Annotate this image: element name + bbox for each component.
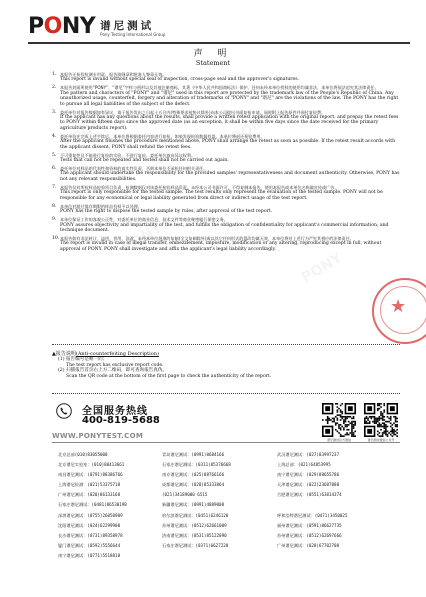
statement-item xyxy=(52,85,400,107)
statement-item xyxy=(52,72,400,83)
anti-line-2-cn: (2) 扫描报告首页右上方二维码，即可查询报告真伪。 xyxy=(58,368,168,374)
statement-text-cn: 委托单位在完成上述手续后，本单位将根据委托内容进行复检。如果发现检验数据有误，本单位将退还检验费用。 xyxy=(60,133,265,139)
anti-line-2-en: Scan the QR code at the bottom of the first page to check the authenticity of the report. xyxy=(66,373,272,379)
office-city: 上海总部： xyxy=(277,462,298,468)
logo-chinese-name: 谱尼测试 xyxy=(100,20,155,32)
statement-text-cn: 本报告仅对所检样品检验项目负责，检测数据仅对该委托检验样品负责。未经本公司书面许可，不得复制本报告，使用本报告或本单位名称做宣传或广告。 xyxy=(60,184,339,190)
office-entry xyxy=(162,461,277,470)
office-directory xyxy=(58,451,410,561)
office-phone: (029)88655786 xyxy=(306,472,340,478)
office-city: 新疆谱尼测试： xyxy=(162,502,192,508)
office-phone: (0371)6627228 xyxy=(195,542,229,548)
office-entry xyxy=(277,501,410,510)
office-phone: (0592)5556644 xyxy=(87,542,121,548)
office-entry xyxy=(277,481,410,490)
statement-item xyxy=(52,236,400,252)
office-phone: (0991)4889008 xyxy=(191,502,225,508)
office-phone: (010)83055000 xyxy=(74,452,108,457)
statement-number: 5. xyxy=(52,152,57,158)
office-entry xyxy=(162,481,277,490)
office-entry xyxy=(162,491,277,500)
page-title-cn: 声 明 xyxy=(193,49,233,59)
office-entry xyxy=(58,522,162,531)
office-entry xyxy=(58,491,162,500)
anti-counterfeiting-section xyxy=(52,351,400,379)
logo-letter-p: P xyxy=(28,14,44,39)
statement-number: 9. xyxy=(52,217,57,223)
qr-code-icon xyxy=(322,403,356,437)
phone-icon xyxy=(56,403,72,419)
logo-wordmark xyxy=(28,16,95,38)
office-city: 深圳谱尼测试： xyxy=(58,512,88,518)
office-city: 石家庄谱尼测试： xyxy=(58,502,92,508)
office-entry xyxy=(162,542,277,551)
office-phone: (0551)63814374 xyxy=(306,492,342,498)
triangle-icon: ▲ xyxy=(52,351,56,357)
office-entry xyxy=(162,501,277,510)
office-city: 苏州谱尼测试： xyxy=(277,532,307,538)
anti-line-1-cn: (1) 报告编号是唯一的； xyxy=(58,357,108,362)
office-phone: (0771)5518818 xyxy=(87,552,121,558)
office-city: 合肥谱尼测试： xyxy=(277,492,307,498)
office-entry xyxy=(277,542,410,551)
statement-number: 10. xyxy=(52,235,60,241)
office-phone: (021)64853995 xyxy=(297,462,331,468)
office-city: 广州谱尼测试： xyxy=(58,492,88,498)
office-phone: (021)53375718 xyxy=(87,482,121,488)
office-entry xyxy=(162,512,277,521)
office-city: 武汉谱尼测试： xyxy=(277,452,307,457)
office-city: 石家庄谱尼测试： xyxy=(162,462,196,468)
office-phone: (0471)3450025 xyxy=(314,512,348,518)
seal-star-icon: ★ xyxy=(390,296,407,317)
hotline-label: 全国服务热线 xyxy=(82,406,148,417)
office-city: 呼和浩特谱尼测试： xyxy=(277,512,315,518)
statement-text-cn: 委托单位对报告数据如有异议，请于报告发出之日起十五日内(特殊要求按协议除外)向本公司提出书面复检申请，同时附上报告原件并预付复检费。 xyxy=(60,109,326,115)
office-entry xyxy=(162,471,277,480)
office-phone: (0591)86627735 xyxy=(306,522,342,528)
office-entry xyxy=(58,451,162,460)
office-entry xyxy=(58,512,162,521)
office-phone: (028)85333864 xyxy=(191,482,225,488)
office-entry xyxy=(58,471,162,480)
statement-item xyxy=(52,153,400,164)
office-city: 北京总部 xyxy=(58,452,75,457)
office-city: 天津谱尼测试： xyxy=(277,482,307,488)
qr-code-wechat xyxy=(322,403,356,442)
office-city: 福州谱尼测试： xyxy=(277,522,307,528)
office-phone: (0731)89358978 xyxy=(87,532,123,538)
statement-text-en: The report is invalid in case of illegal transfer, embezzlement, imposture, modification or any altering, reproducing except in full, without approval of PONY. PONY shall investigate and affix the applicant's legal liability accordingly. xyxy=(60,241,382,252)
page-title-en: Statement xyxy=(195,59,231,67)
logo-letter-o: O xyxy=(43,14,62,39)
office-phone: (0531)85122090 xyxy=(191,532,227,538)
statement-text-en: Tests that can not be repeated and tested shall not be carried out again. xyxy=(60,158,229,164)
office-city: 上海谱尼检测： xyxy=(58,482,88,488)
office-entry xyxy=(58,532,162,541)
statement-number: 6. xyxy=(52,166,57,172)
statement-text-en: The pattern and characters of "PONY" and "谱尼" used in this report are protected by the trademark law of the People's Republic of China. Any unauthorized usage, counterfeit, forgery and alteration of trademarks of "PONY" and "谱尼" are the violations of the law. The PONY has the right to pursue all legal liabilities of the subject of the defect. xyxy=(60,90,399,107)
office-entry xyxy=(277,512,410,521)
official-seal xyxy=(372,278,426,344)
office-city: 广州谱尼测试： xyxy=(277,542,307,548)
statement-text-en: The applicant should undertake the responsibility for the provided samples' representativeness and document authenticity. Otherwise, PONY has not any relevant responsibilities. xyxy=(60,171,400,182)
statement-text-en: After the applicant finishes the procedure mentioned above, PONY shall arrange the retest as soon as possible. If the retest result accords with the applicant dissent, PONY shall refund the retest fees. xyxy=(60,139,396,150)
office-city: 长沙谱尼测试： xyxy=(58,532,88,538)
statement-number: 4. xyxy=(52,133,57,139)
statement-text-cn: 本单位对超过保存期限的样品有权予以处理。 xyxy=(60,203,142,209)
office-entry xyxy=(277,522,410,531)
office-phone: (0311)85376668 xyxy=(195,462,231,468)
office-city: 哈尔滨谱尼测试： xyxy=(162,512,196,518)
qr-caption: 谱尼测试微信公众号 xyxy=(367,438,395,442)
statement-item xyxy=(52,134,400,150)
hotline-divider xyxy=(52,393,400,394)
office-phone: (021)34189000 6515 xyxy=(162,492,208,498)
office-entry xyxy=(277,451,410,460)
statement-text-cn: 不可重复性及不能进行复检的实验，不进行复检。委托单位放弃异议权利。 xyxy=(60,152,196,158)
statement-text-en: PONY has the right to dispose the tested sample by rules, after approval of the test report. xyxy=(60,209,273,215)
pony-logo xyxy=(28,14,165,38)
office-city: 成都谱尼测试： xyxy=(162,482,192,488)
statement-item xyxy=(52,166,400,182)
office-city: 南昌谱尼测试： xyxy=(58,472,88,478)
office-entry xyxy=(162,532,277,541)
watermark xyxy=(299,250,345,286)
statement-number: 1. xyxy=(52,72,57,77)
office-phone: (0991)8684166 xyxy=(191,452,225,457)
anti-head-en: (Anti-counterfeiting Description) xyxy=(75,351,159,357)
office-phone: (027)83997237 xyxy=(306,452,340,457)
office-city: 济南谱尼测试： xyxy=(162,532,192,538)
statement-text-cn: 本单位保证工作的客观公正性，对委托单位的商业信息、技术文件等商业秘密履行保密义务。 xyxy=(60,217,228,223)
statement-text-en: This report is invalid without special seal of inspection, cross-page seal and the approver's signatures. xyxy=(60,77,300,83)
statement-item xyxy=(52,204,400,215)
qr-code-official-account xyxy=(364,403,398,442)
statement-item xyxy=(52,217,400,233)
statement-number: 7. xyxy=(52,184,57,190)
office-phone: (0791)88386766 xyxy=(87,472,123,478)
office-phone: (0512)62661009 xyxy=(191,522,227,528)
office-entry xyxy=(58,552,162,561)
office-entry xyxy=(58,481,162,490)
section-divider xyxy=(52,344,400,345)
office-entry xyxy=(58,501,162,510)
logo-letters-ny: NY xyxy=(61,14,96,39)
qr-code-icon xyxy=(364,403,398,437)
statement-text-en: If the applicant has any questions about the results, shall provide a written retest application with the original report, and prepay the retest fees to PONY within fifteen days since the approved date (as an exception, it shall be within five days since the date received for the primary agriculture products report). xyxy=(60,115,399,131)
office-city: 厦门谱尼测试： xyxy=(58,542,88,548)
statement-text-cn: 本报告如有非法转让、盗用、冒用、涂改、未经本单位批准的复制(全文复制除外)或以其它任何形式的篡改均属无效，本单位将对上述行为严究其相应的法律责任。 xyxy=(60,235,354,241)
office-phone: (025)88766166 xyxy=(191,472,225,478)
office-city: 南宁谱尼测试： xyxy=(277,472,307,478)
office-city: 苏州谱尼测试： xyxy=(162,522,192,528)
office-phone: (010)80413661 xyxy=(91,462,125,468)
statement-text-en: PONY assures objectivity and impartiality of the test, and fulfills the obligation of confidentiality for applicant's commercial information, and technique document. xyxy=(60,222,389,233)
office-city: 石家庄谱尼测试： xyxy=(162,542,196,548)
hotline-number: 400-819-5688 xyxy=(82,415,160,426)
office-entry xyxy=(277,491,410,500)
office-phone: (0755)26050909 xyxy=(87,512,123,518)
office-entry xyxy=(58,461,162,470)
office-entry xyxy=(162,451,277,460)
office-phone: (0512)62697666 xyxy=(306,532,342,538)
footer-divider xyxy=(52,442,400,443)
logo-english-name: Pony Testing International Group xyxy=(100,32,166,37)
statement-text-cn: 本报告无检验检测专用章、报告骑缝章和批准人签章无效。 xyxy=(60,72,167,77)
statement-item xyxy=(52,185,400,201)
statement-text-en: This report is only responsible for the tested sample. The test results only represent the evaluation of the tested sample. PONY will not be responsible for any economical or legal liability generated from direct or indirect usage of the test report. xyxy=(60,190,383,201)
office-phone: (028)67702708 xyxy=(306,542,340,548)
statement-item xyxy=(52,110,400,132)
office-city: 北京谱尼实验室： xyxy=(58,462,92,468)
header-divider xyxy=(28,42,410,44)
statement-list xyxy=(52,72,400,255)
office-city: 南宁谱尼测试： xyxy=(58,552,88,558)
office-entry xyxy=(162,522,277,531)
statement-number: 2. xyxy=(52,85,57,91)
office-phone: (0451)6246128 xyxy=(195,512,229,518)
statement-text-cn: 委托单位对样品的代表性和资料的真实性负责，否则本单位不承担任何相关责任。 xyxy=(60,166,208,172)
office-entry xyxy=(277,471,410,480)
office-entry xyxy=(277,532,410,541)
statement-number: 8. xyxy=(52,203,57,209)
office-city: 南京谱尼测试： xyxy=(162,472,192,478)
office-phone: (0481)86530198 xyxy=(91,502,127,508)
statement-text-cn: 本报告封面所使用“PONY”、“谱尼”字样与图形以及其他注册商标，其著《中华人民共和国商标法》保护。任何未经本单位授权的使用均属非法，本单位将依法追究其法律责任。 xyxy=(60,85,379,91)
website-url[interactable]: WWW.PONYTEST.COM xyxy=(52,432,144,440)
office-city: 沈阳谱尼测试： xyxy=(58,522,88,528)
office-entry xyxy=(277,461,410,470)
office-phone: (024)62299900 xyxy=(87,522,121,528)
office-city: 青岛谱尼测试： xyxy=(162,452,192,457)
statement-number: 3. xyxy=(52,109,57,115)
office-phone: (020)86133168 xyxy=(87,492,121,498)
office-phone: (022)23607888 xyxy=(306,482,340,488)
anti-line-1-en: The test report has exclusive report code. xyxy=(66,362,164,368)
anti-head-cn: 报告说明 xyxy=(55,351,76,357)
qr-caption: 谱尼测试官方微信 xyxy=(326,438,351,442)
office-entry xyxy=(58,542,162,551)
